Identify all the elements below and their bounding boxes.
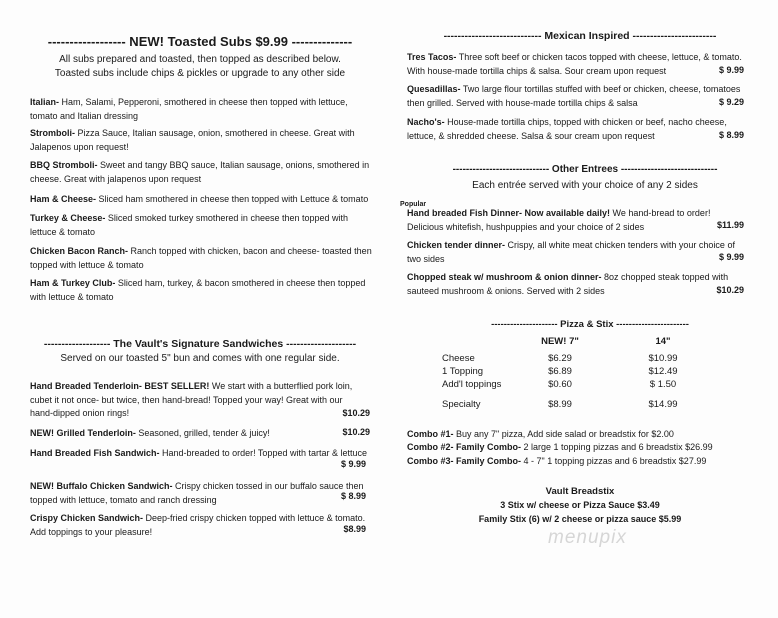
pizza-row-label: Specialty <box>442 399 481 410</box>
combo-name: Combo #3- Family Combo- <box>407 456 522 466</box>
pizza-large-price: $ 1.50 <box>649 379 677 390</box>
item-name: Crispy Chicken Sandwich- <box>30 513 144 523</box>
item-name: Italian- <box>30 97 60 107</box>
breadstix-line-1: 3 Stix w/ cheese or Pizza Sauce $3.49 <box>500 500 660 510</box>
menu-item-italian <box>30 96 370 123</box>
item-desc: House-made tortilla chips, topped with chicken or beef, nacho cheese, lettuce, & shredded cheese. Salsa & sour cream upon request <box>407 117 727 141</box>
item-desc: Sliced smoked turkey smothered in cheese then topped with lettuce & tomato <box>30 213 349 237</box>
pizza-title: --------------------- Pizza & Stix ----------------------- <box>491 319 689 330</box>
item-price: $ 8.99 <box>718 130 744 140</box>
item-name: Ham & Turkey Club- <box>30 278 116 288</box>
menu-item-bbq-stromboli <box>30 159 370 186</box>
vault-intro: Served on our toasted 5" bun and comes with one regular side. <box>60 353 340 364</box>
item-desc: Three soft beef or chicken tacos topped with cheese, lettuce, & tomato. With house-made tortilla chips & salsa. Sour cream upon request <box>407 52 742 76</box>
pizza-row-label: Cheese <box>442 353 475 364</box>
combo-name: Combo #1- <box>407 429 454 439</box>
breadstix-title: Vault Breadstix <box>545 486 615 497</box>
combo-desc: 4 - 7" 1 topping pizzas and 6 breadstix $27.99 <box>521 456 707 466</box>
item-name: Tres Tacos- <box>407 52 457 62</box>
item-price: $ 8.99 <box>340 491 366 501</box>
item-name: BBQ Stromboli- <box>30 160 98 170</box>
entrees-title: ----------------------------- Other Entrees ----------------------------- <box>452 164 718 175</box>
item-name: Hand breaded Fish Dinner- Now available daily! <box>407 208 611 218</box>
breadstix-line-2: Family Stix (6) w/ 2 cheese or pizza sauce $5.99 <box>478 514 682 524</box>
item-name: Chicken Bacon Ranch- <box>30 246 129 256</box>
combo-2 <box>407 441 747 455</box>
item-price: $10.29 <box>342 427 370 437</box>
combo-desc: 2 large 1 topping pizzas and 6 breadstix $26.99 <box>521 442 713 452</box>
pizza-large-price: $10.99 <box>648 353 678 364</box>
item-name: NEW! Buffalo Chicken Sandwich- <box>30 481 173 491</box>
item-price: $ 9.99 <box>718 252 744 262</box>
item-name: Chicken tender dinner- <box>407 240 506 250</box>
item-desc: Seasoned, grilled, tender & juicy! <box>135 428 270 438</box>
menu-item-stromboli <box>30 127 370 154</box>
pizza-col-small: NEW! 7" <box>541 336 579 347</box>
item-price: $11.99 <box>716 220 744 230</box>
mexican-title: ---------------------------- Mexican Inspired ------------------------ <box>443 30 717 42</box>
item-desc: Crispy, all white meat chicken tenders with your choice of two sides <box>407 240 735 264</box>
item-desc: Crispy chicken tossed in our buffalo sauce then topped with lettuce, tomato and ranch dressing <box>30 481 364 505</box>
item-price: $ 9.99 <box>718 65 744 75</box>
popular-badge: Popular <box>400 201 427 208</box>
item-name: Hand Breaded Fish Sandwich- <box>30 448 160 458</box>
pizza-row-label: Add'l toppings <box>442 379 502 390</box>
subs-title: ------------------ NEW! Toasted Subs $9.99 -------------- <box>47 34 353 49</box>
combo-3 <box>407 455 747 469</box>
item-desc: Deep-fried crispy chicken topped with lettuce & tomato. Add toppings to your pleasure! <box>30 513 366 537</box>
item-desc: Hand-breaded to order! Topped with tartar & lettuce <box>159 448 367 458</box>
combo-desc: Buy any 7" pizza, Add side salad or breadstix for $2.00 <box>453 429 674 439</box>
menu-item-ham-turkey-club <box>30 277 375 304</box>
pizza-col-large: 14" <box>655 336 671 347</box>
item-name: NEW! Grilled Tenderloin- <box>30 428 136 438</box>
item-price: $ 9.99 <box>340 459 366 469</box>
combo-name: Combo #2- Family Combo- <box>407 442 522 452</box>
menu-item-turkey-cheese <box>30 212 370 239</box>
item-name: Ham & Cheese- <box>30 194 97 204</box>
subs-intro-1: All subs prepared and toasted, then topped as described below. <box>59 54 341 65</box>
pizza-large-price: $14.99 <box>648 399 678 410</box>
entrees-intro: Each entrée served with your choice of any 2 sides <box>472 180 698 191</box>
pizza-small-price: $6.89 <box>548 366 572 377</box>
item-desc: Two large flour tortillas stuffed with beef or chicken, cheese, tomatoes then grilled. Served with house-made tortilla chips & salsa <box>407 84 741 108</box>
item-desc: We hand-bread to order! Delicious whitefish, hushpuppies and your choice of 2 sides <box>407 208 711 232</box>
item-name: Quesadillas- <box>407 84 461 94</box>
pizza-small-price: $6.29 <box>548 353 572 364</box>
item-price: $10.29 <box>342 408 370 418</box>
item-price: $10.29 <box>716 285 744 295</box>
item-name: Hand Breaded Tenderloin- BEST SELLER! <box>30 381 210 391</box>
item-desc: We start with a butterflied pork loin, cubet it not once- but twice, then hand-bread! Topped your way! Great with our hand-dipped onion rings! <box>30 381 353 418</box>
item-desc: 8oz chopped steak topped with sauteed mushroom & onions. Served with 2 sides <box>407 272 729 296</box>
item-name: Chopped steak w/ mushroom & onion dinner- <box>407 272 602 282</box>
pizza-large-price: $12.49 <box>648 366 678 377</box>
item-name: Turkey & Cheese- <box>30 213 106 223</box>
menu-item-grilled-tenderloin <box>30 427 310 441</box>
combo-1 <box>407 428 747 442</box>
subs-intro-2: Toasted subs include chips & pickles or upgrade to any other side <box>54 68 346 79</box>
pizza-row-label: 1 Topping <box>442 366 484 377</box>
item-desc: Sweet and tangy BBQ sauce, Italian sausage, onions, smothered in cheese. Great with jalapenos upon request <box>30 160 370 184</box>
item-name: Stromboli- <box>30 128 75 138</box>
pizza-small-price: $0.60 <box>548 379 572 390</box>
menu-item-chicken-bacon-ranch <box>30 245 375 272</box>
item-name: Nacho's- <box>407 117 445 127</box>
item-price: $8.99 <box>343 524 366 534</box>
item-desc: Ham, Salami, Pepperoni, smothered in cheese then topped with lettuce, tomato and Italian dressing <box>30 97 348 121</box>
item-desc: Sliced ham, turkey, & bacon smothered in cheese then topped with lettuce & tomato <box>30 278 366 302</box>
item-desc: Pizza Sauce, Italian sausage, onion, smothered in cheese. Great with Jalapenos upon request! <box>30 128 355 152</box>
watermark: menupix <box>548 527 627 548</box>
vault-title: ------------------- The Vault's Signature Sandwiches -------------------- <box>43 338 357 350</box>
menu-item-ham-cheese <box>30 193 380 207</box>
item-price: $ 9.29 <box>718 97 744 107</box>
item-desc: Sliced ham smothered in cheese then topped with Lettuce & tomato <box>96 194 369 204</box>
item-desc: Ranch topped with chicken, bacon and cheese- toasted then topped with lettuce & tomato <box>30 246 372 270</box>
pizza-small-price: $8.99 <box>548 399 572 410</box>
